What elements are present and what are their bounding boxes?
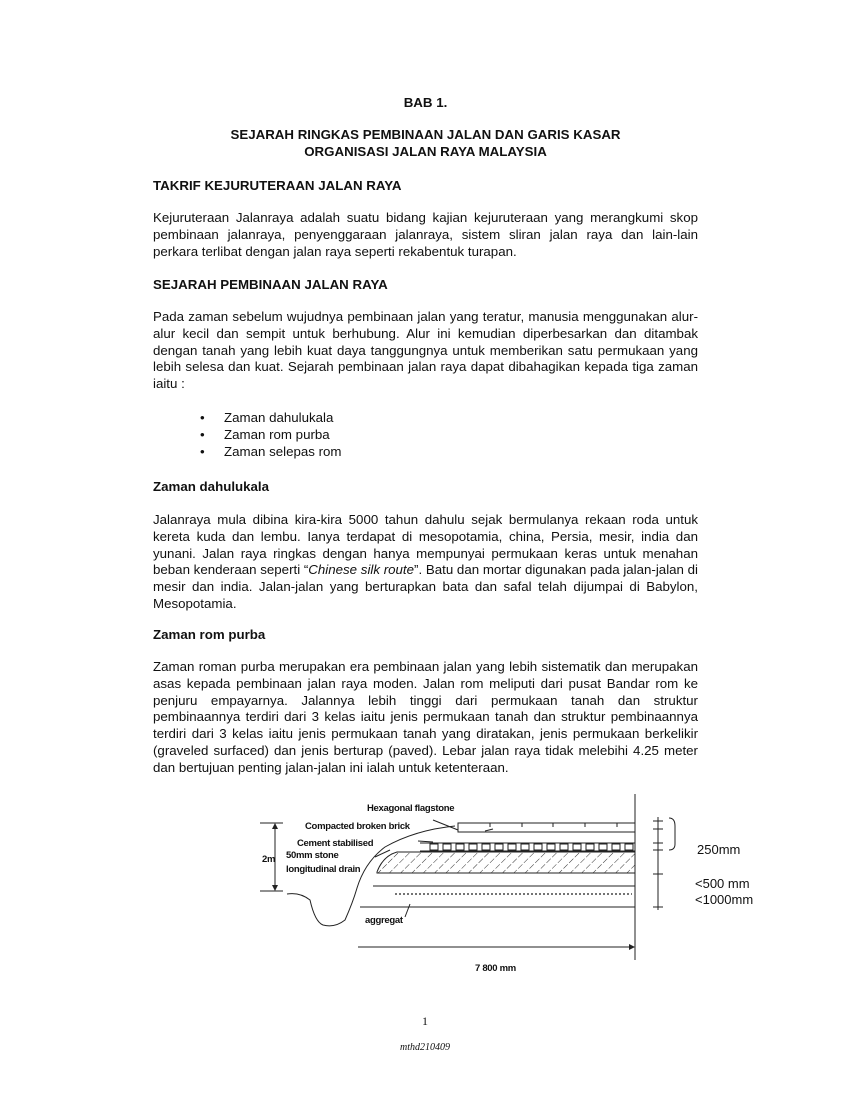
list-item: • Zaman rom purba	[200, 427, 330, 442]
label-broken-brick: Compacted broken brick	[305, 821, 410, 832]
italic-phrase: Chinese silk route	[308, 562, 415, 578]
section-heading-sejarah: SEJARAH PEMBINAAN JALAN RAYA	[153, 277, 388, 292]
label-stone: 50mm stone	[286, 850, 339, 861]
paragraph-sejarah: Pada zaman sebelum wujudnya pembinaan jalan yang teratur, manusia menggunakan alur-alur kecil dan sempit untuk berhubung. Alur ini kemudian diperbesarkan dan ditambak dengan tanah yang lebih kuat daya tanggungnya untuk memberikan satu permukaan yang lebih selesa dan kuat. Sejarah pembinaan jalan raya dapat dibahagikan kepada tiga zaman iaitu :	[153, 309, 698, 392]
list-item: • Zaman dahulukala	[200, 410, 334, 425]
roman-road-cross-section-diagram	[255, 792, 775, 982]
chapter-title-line2: ORGANISASI JALAN RAYA MALAYSIA	[304, 144, 547, 159]
dimension-500mm: <500 mm	[695, 876, 750, 891]
chapter-label: BAB 1.	[403, 95, 448, 110]
paragraph-takrif: Kejuruteraan Jalanraya adalah suatu bidang kajian kejuruteraan yang merangkumi skop pembinaan jalanraya, penyenggaraan jalanraya, sistem sliran jalan raya dan lain-lain perkara terlibat dengan jalan raya seperti rekabentuk turapan.	[153, 210, 698, 259]
label-drain: longitudinal drain	[286, 864, 361, 875]
era-list	[200, 409, 342, 460]
page-number: 1	[422, 1014, 428, 1028]
section-heading-rom-purba: Zaman rom purba	[153, 627, 266, 642]
label-aggregate: aggregat	[365, 915, 403, 926]
section-heading-dahulukala: Zaman dahulukala	[153, 479, 270, 494]
bullet-icon: •	[200, 444, 205, 459]
paragraph-rom-purba: Zaman roman purba merupakan era pembinaan jalan yang lebih sistematik dan merupakan asas kepada pembinaan jalan raya moden. Jalan rom meliputi dari pusat Bandar rom ke penjuru empayarnya. Jalannya lebih tinggi dari permukaan tanah dan struktur pembinaannya terdiri dari 3 kelas iaitu jenis permukaan tanah dan struktur pembinaannya terdiri dari 3 kelas iaitu jenis permukaan tanah yang diratakan, jenis permukaan berkelikir (graveled surfaced) dan jenis berturap (paved). Lebar jalan raya tidak melebihi 4.25 meter dan bertujuan penting jalan-jalan ini ialah untuk ketenteraan.	[153, 659, 698, 775]
label-flagstone: Hexagonal flagstone	[367, 803, 455, 814]
paragraph-dahulukala: Jalanraya mula dibina kira-kira 5000 tahun dahulu sejak bermulanya rekaan roda untuk kereta kuda dan lembu. Ianya terdapat di mesopotamia, china, Persia, mesir, india dan yunani. Jalan raya ringkas dengan hanya mempunyai permukaan keras untuk menahan beban kenderaan seperti “Chinese silk route”. Batu dan mortar digunakan pada jalan-jalan di mesir dan india. Jalan-jalan yang berturapkan bata dan safal telah dijumpai di Babylon, Mesopotamia.	[153, 512, 699, 611]
section-heading-takrif: TAKRIF KEJURUTERAAN JALAN RAYA	[153, 178, 402, 193]
bullet-icon: •	[200, 427, 205, 442]
document-code: mthd210409	[400, 1042, 450, 1053]
list-item: • Zaman selepas rom	[200, 444, 342, 459]
bullet-icon: •	[200, 410, 205, 425]
dimension-250mm: 250mm	[697, 842, 741, 857]
chapter-title-line1: SEJARAH RINGKAS PEMBINAAN JALAN DAN GARIS KASAR	[230, 127, 621, 142]
label-width: 7 800 mm	[475, 963, 516, 974]
label-cement-stabilised: Cement stabilised	[297, 838, 374, 849]
dimension-1000mm: <1000mm	[695, 892, 754, 907]
label-height: 2m	[262, 854, 276, 865]
